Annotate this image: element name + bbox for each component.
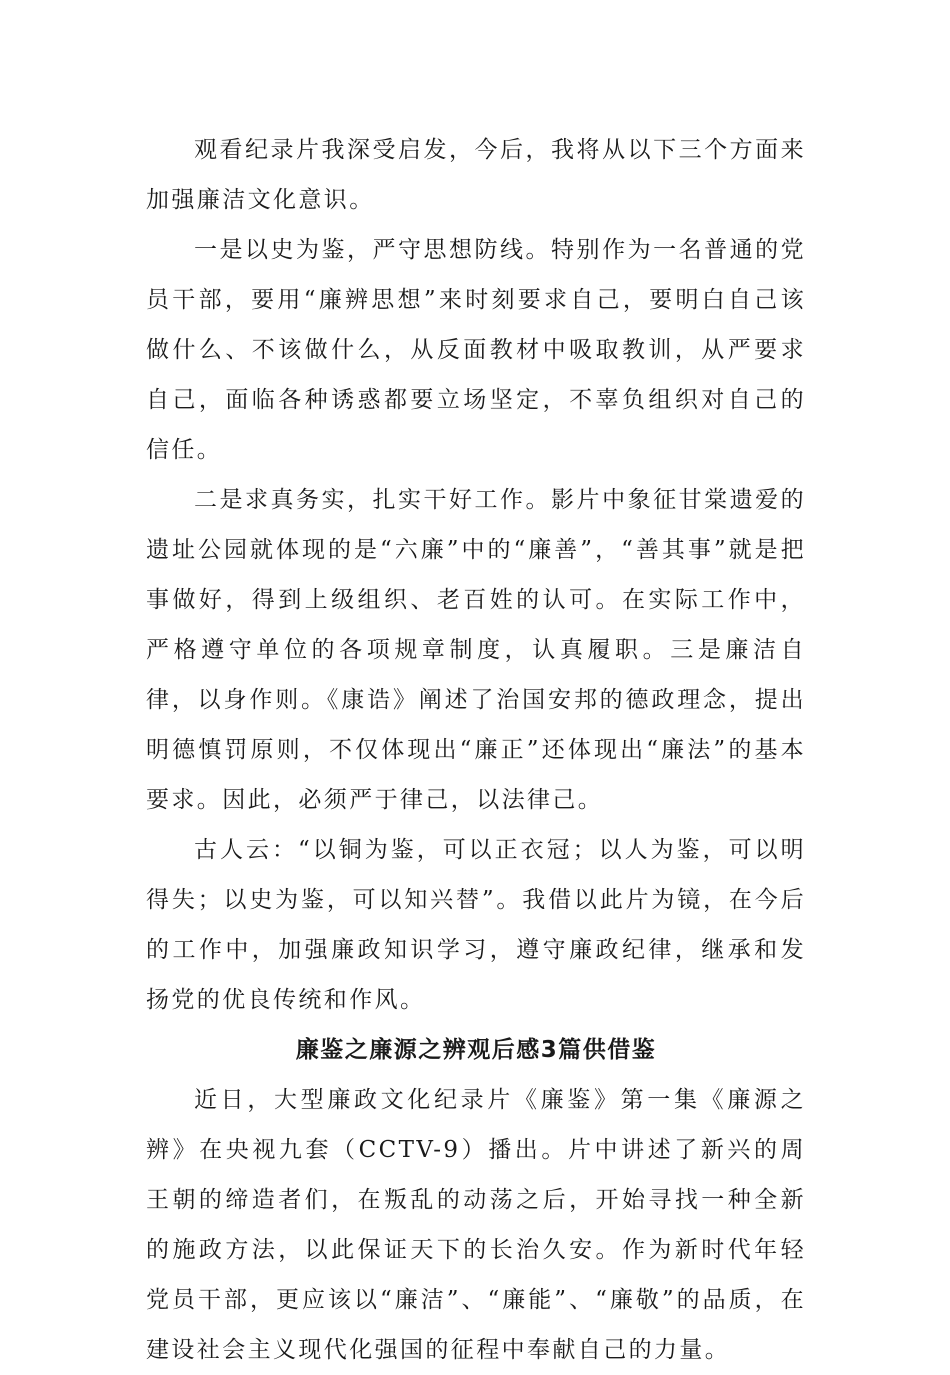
paragraph-intro: 观看纪录片我深受启发，今后，我将从以下三个方面来加强廉洁文化意识。 [146, 137, 806, 213]
document-body [146, 125, 806, 1375]
paragraph-new-section: 近日，大型廉政文化纪录片《廉鉴》第一集《廉源之辨》在央视九套（CCTV-9）播出。片中讲述了新兴的周王朝的缔造者们，在叛乱的动荡之后，开始寻找一种全新的施政方法，以此保证天下的长治久安。作为新时代年轻党员干部，更应该以“廉洁”、“廉能”、“廉敬”的品质，在建设社会主义现代化强国的征程中奉献自己的力量。 [146, 1087, 806, 1363]
paragraph-point-one: 一是以史为鉴，严守思想防线。特别作为一名普通的党员干部，要用“廉辨思想”来时刻要求自己，要明白自己该做什么、不该做什么，从反面教材中吸取教训，从严要求自己，面临各种诱惑都要立场坚定，不辜负组织对自己的信任。 [146, 237, 806, 463]
paragraph-point-two-three: 二是求真务实，扎实干好工作。影片中象征甘棠遗爱的遗址公园就体现的是“六廉”中的“廉善”，“善其事”就是把事做好，得到上级组织、老百姓的认可。在实际工作中，严格遵守单位的各项规章制度，认真履职。三是廉洁自律，以身作则。《康诰》阐述了治国安邦的德政理念，提出明德慎罚原则，不仅体现出“廉正”还体现出“廉法”的基本要求。因此，必须严于律己，以法律己。 [146, 487, 806, 813]
section-heading: 廉鉴之廉源之辨观后感3篇供借鉴 [295, 1037, 657, 1063]
paragraph-quote: 古人云：“以铜为鉴，可以正衣冠；以人为鉴，可以明得失；以史为鉴，可以知兴替”。我借以此片为镜，在今后的工作中，加强廉政知识学习，遵守廉政纪律，继承和发扬党的优良传统和作风。 [146, 837, 806, 1013]
